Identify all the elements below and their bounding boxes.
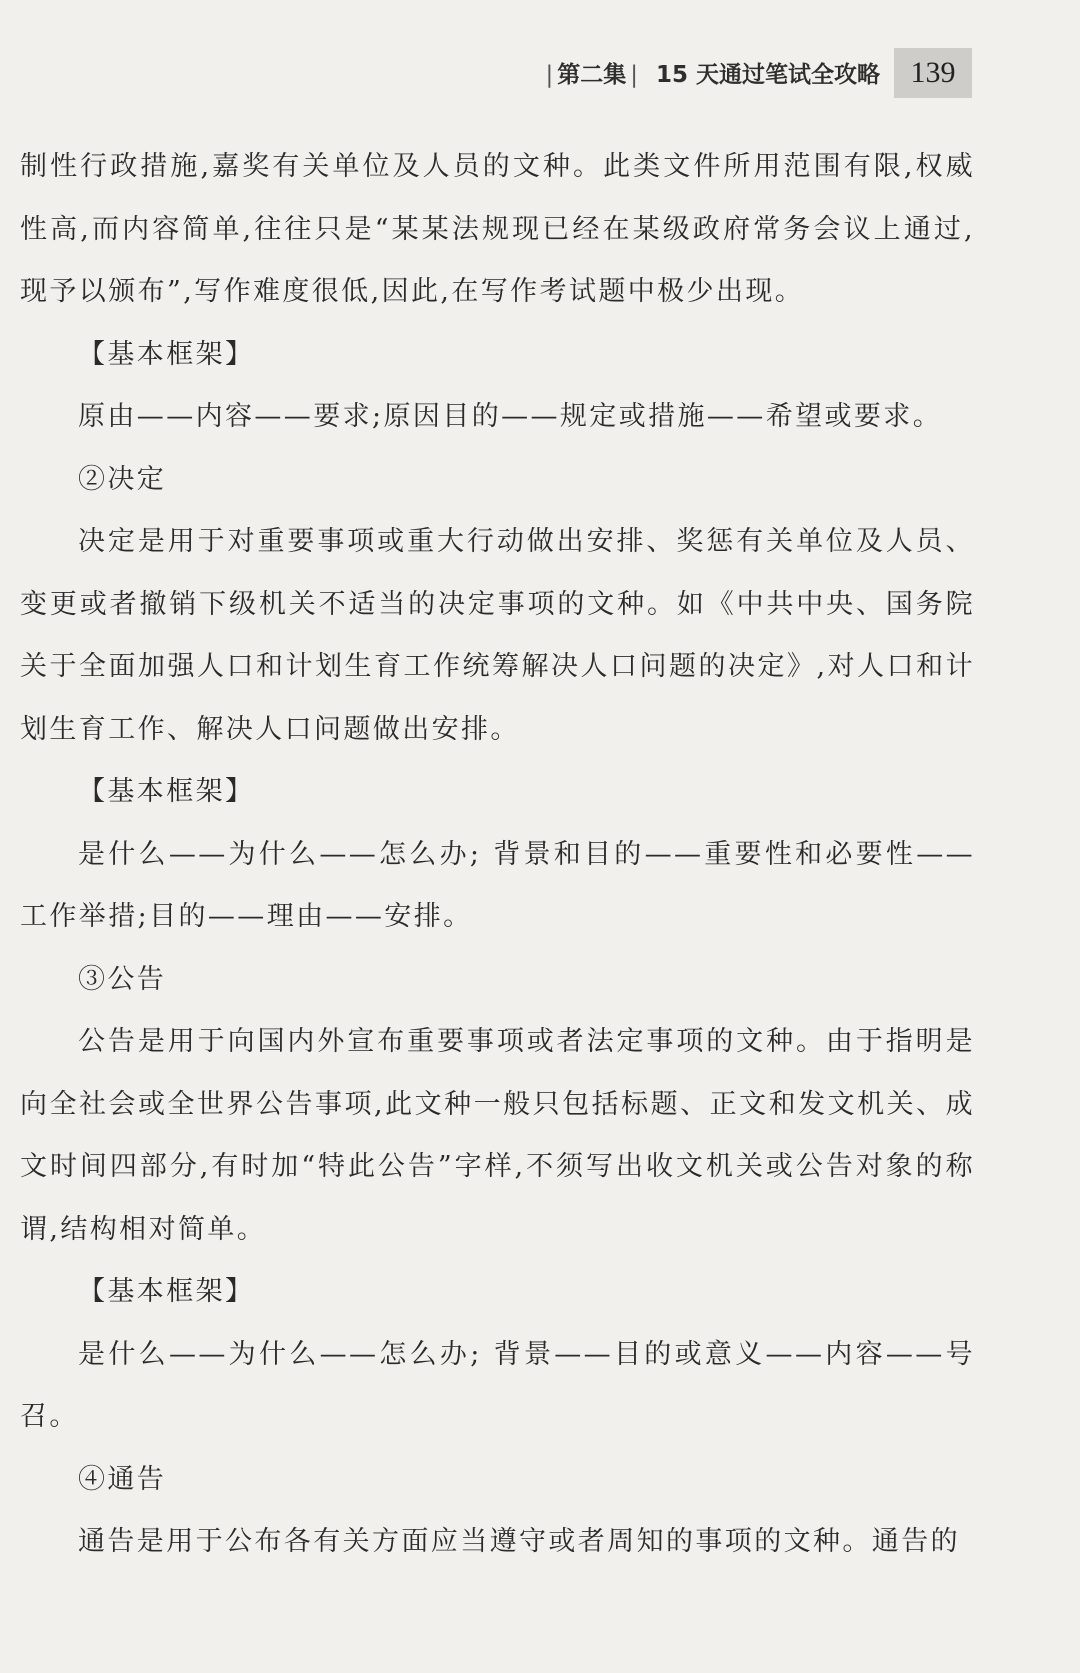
- paragraph: ②决定: [78, 463, 167, 495]
- paragraph: 是什么——为什么——怎么办; 背景——目的或意义——内容——号召。: [20, 1338, 975, 1432]
- body-text: [20, 136, 975, 1574]
- page-number: 139: [894, 48, 972, 98]
- paragraph: 【基本框架】: [78, 338, 255, 370]
- paragraph: 决定是用于对重要事项或重大行动做出安排、奖惩有关单位及人员、变更或者撤销下级机关不适当的决定事项的文种。如《中共中央、国务院关于全面加强人口和计划生育工作统筹解决人口问题的决定》,对人口和计划生育工作、解决人口问题做出安排。: [20, 526, 975, 745]
- paragraph: 【基本框架】: [78, 1276, 255, 1307]
- book-title: 15 天通过笔试全攻略: [655, 62, 880, 88]
- running-title: | 第二集 | 15 天通过笔试全攻略: [545, 62, 880, 88]
- paragraph: ③公告: [78, 963, 167, 995]
- paragraph: 【基本框架】: [78, 776, 255, 807]
- section-label: 第二集: [557, 62, 627, 88]
- paragraph: 公告是用于向国内外宣布重要事项或者法定事项的文种。由于指明是向全社会或全世界公告事项,此文种一般只包括标题、正文和发文机关、成文时间四部分,有时加“特此公告”字样,不须写出收文机关或公告对象的称谓,结构相对简单。: [20, 1026, 975, 1245]
- paragraph: 通告是用于公布各有关方面应当遵守或者周知的事项的文种。通告的: [78, 1526, 960, 1557]
- paragraph: 是什么——为什么——怎么办; 背景和目的——重要性和必要性——工作举措;目的——理由——安排。: [20, 838, 975, 932]
- page-header: [0, 48, 1080, 100]
- paragraph: 原由——内容——要求;原因目的——规定或措施——希望或要求。: [78, 401, 943, 432]
- paragraph: ④通告: [78, 1463, 167, 1495]
- paragraph: 制性行政措施,嘉奖有关单位及人员的文种。此类文件所用范围有限,权威性高,而内容简单,往往只是“某某法规现已经在某级政府常务会议上通过,现予以颁布”,写作难度很低,因此,在写作考试题中极少出现。: [20, 151, 975, 307]
